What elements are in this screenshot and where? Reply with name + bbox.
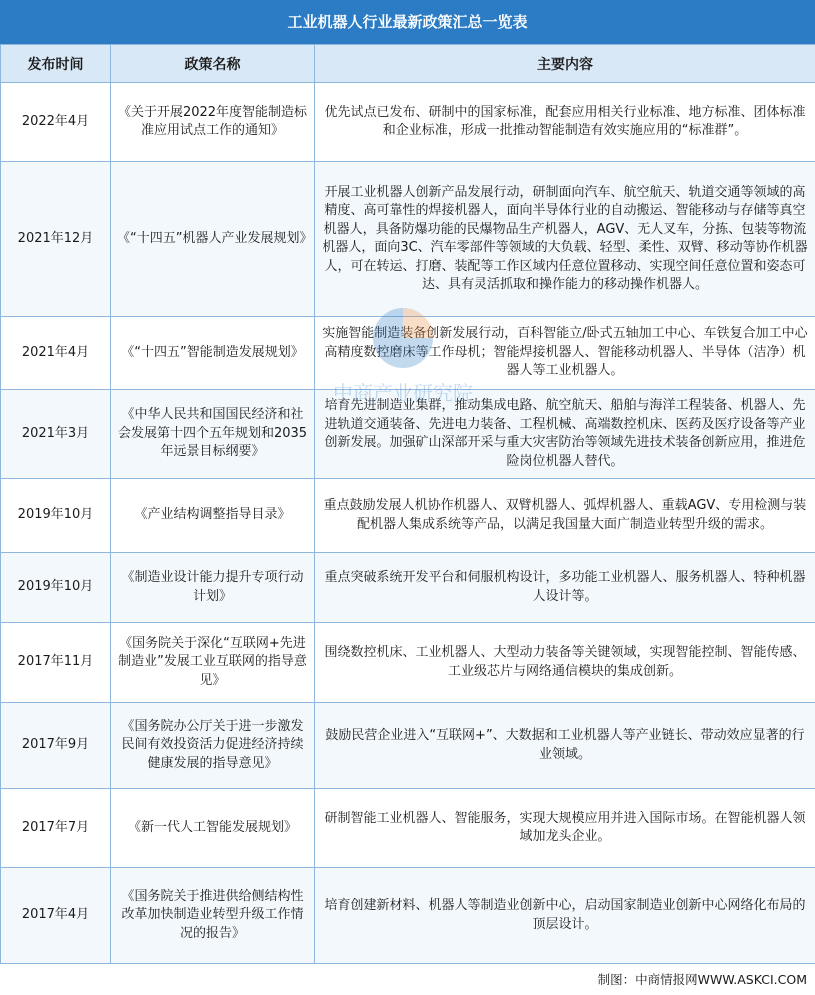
row-policy-name: 《国务院关于推进供给侧结构性改革加快制造业转型升级工作情况的报告》 (111, 868, 315, 964)
table-header-row (1, 45, 815, 83)
header-name: 政策名称 (111, 45, 315, 83)
source-credit: 制图：中商情报网WWW.ASKCI.COM (0, 963, 815, 994)
row-policy-name: 《新一代人工智能发展规划》 (111, 789, 315, 868)
row-policy-name: 《国务院关于深化“互联网+先进制造业”发展工业互联网的指导意见》 (111, 623, 315, 703)
row-content: 培育先进制造业集群，推动集成电路、航空航天、船舶与海洋工程装备、机器人、先进轨道交通装备、先进电力装备、工程机械、高端数控机床、医药及医疗设备等产业创新发展。加强矿山深部开采与重大灾害防治等领域先进技术装备创新应用，推进危险岗位机器人替代。 (315, 390, 815, 479)
header-content: 主要内容 (315, 45, 815, 83)
page-title: 工业机器人行业最新政策汇总一览表 (0, 0, 815, 44)
row-date: 2017年4月 (1, 868, 111, 964)
row-content: 开展工业机器人创新产品发展行动，研制面向汽车、航空航天、轨道交通等领域的高精度、高可靠性的焊接机器人，面向半导体行业的自动搬运、智能移动与存储等真空机器人，具备防爆功能的民爆物品生产机器人，AGV、无人叉车，分拣、包装等物流机器人，面向3C、汽车零部件等领域的大负载、轻型、柔性、双臂、移动等协作机器人，可在转运、打磨、装配等工作区域内任意位置移动、实现空间任意位置和姿态可达、具有灵活抓取和操作能力的移动操作机器人。 (315, 162, 815, 317)
row-policy-name: 《国务院办公厅关于进一步激发民间有效投资活力促进经济持续健康发展的指导意见》 (111, 703, 315, 789)
row-content: 培育创建新材料、机器人等制造业创新中心，启动国家制造业创新中心网络化布局的顶层设计。 (315, 868, 815, 964)
table-row (1, 83, 815, 162)
row-date: 2021年4月 (1, 317, 111, 390)
row-date: 2019年10月 (1, 479, 111, 553)
row-date: 2022年4月 (1, 83, 111, 162)
row-date: 2017年11月 (1, 623, 111, 703)
row-policy-name: 《产业结构调整指导目录》 (111, 479, 315, 553)
row-date: 2021年3月 (1, 390, 111, 479)
row-content: 重点突破系统开发平台和伺服机构设计，多功能工业机器人、服务机器人、特种机器人设计等。 (315, 553, 815, 623)
row-date: 2017年9月 (1, 703, 111, 789)
row-policy-name: 《中华人民共和国国民经济和社会发展第十四个五年规划和2035年远景目标纲要》 (111, 390, 315, 479)
row-date: 2019年10月 (1, 553, 111, 623)
table-row (1, 623, 815, 703)
table-row (1, 317, 815, 390)
row-policy-name: 《“十四五”机器人产业发展规划》 (111, 162, 315, 317)
row-content: 实施智能制造装备创新发展行动，百科智能立/卧式五轴加工中心、车铁复合加工中心高精度数控磨床等工作母机；智能焊接机器人、智能移动机器人、半导体（洁净）机器人等工业机器人。 (315, 317, 815, 390)
row-policy-name: 《制造业设计能力提升专项行动计划》 (111, 553, 315, 623)
row-content: 鼓励民营企业进入“互联网+”、大数据和工业机器人等产业链长、带动效应显著的行业领域。 (315, 703, 815, 789)
row-content: 研制智能工业机器人、智能服务，实现大规模应用并进入国际市场。在智能机器人领域加龙头企业。 (315, 789, 815, 868)
row-policy-name: 《“十四五”智能制造发展规划》 (111, 317, 315, 390)
header-date: 发布时间 (1, 45, 111, 83)
table-row (1, 868, 815, 964)
table-row (1, 390, 815, 479)
row-content: 围绕数控机床、工业机器人、大型动力装备等关键领域，实现智能控制、智能传感、工业级芯片与网络通信模块的集成创新。 (315, 623, 815, 703)
table-row (1, 703, 815, 789)
table-row (1, 479, 815, 553)
row-content: 优先试点已发布、研制中的国家标准，配套应用相关行业标准、地方标准、团体标准和企业标准，形成一批推动智能制造有效实施应用的“标准群”。 (315, 83, 815, 162)
row-date: 2017年7月 (1, 789, 111, 868)
row-policy-name: 《关于开展2022年度智能制造标准应用试点工作的通知》 (111, 83, 315, 162)
table-row (1, 162, 815, 317)
watermark-text: 中商产业研究院 (333, 381, 473, 405)
table-row (1, 553, 815, 623)
row-content: 重点鼓励发展人机协作机器人、双臂机器人、弧焊机器人、重载AGV、专用检测与装配机器人集成系统等产品，以满足我国量大面广制造业转型升级的需求。 (315, 479, 815, 553)
row-date: 2021年12月 (1, 162, 111, 317)
policy-table (0, 44, 815, 964)
table-row (1, 789, 815, 868)
